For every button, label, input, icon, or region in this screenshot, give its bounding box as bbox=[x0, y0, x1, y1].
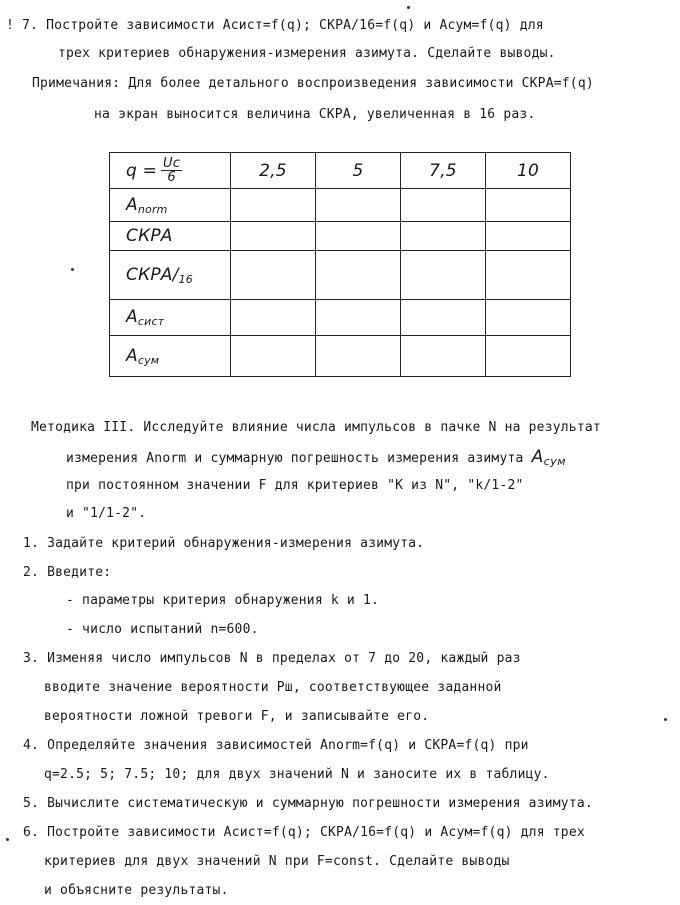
scan-speck bbox=[71, 268, 74, 271]
step-2: 2. Введите: bbox=[23, 565, 112, 580]
table-cell bbox=[486, 300, 571, 336]
step-4: 4. Определяйте значения зависимостей Anorm=f(q) и СКРА=f(q) при bbox=[23, 738, 529, 753]
step-2-param-n: - число испытаний n=600. bbox=[66, 622, 259, 637]
table-cell bbox=[316, 222, 401, 251]
table-cell bbox=[316, 300, 401, 336]
note-line1: Примечания: Для более детального воспроизведения зависимости СКРА=f(q) bbox=[32, 76, 594, 91]
table-cell bbox=[401, 336, 486, 377]
column-header-1: 2,5 bbox=[231, 153, 316, 189]
step-6-line2: критериев для двух значений N при F=const. Сделайте выводы bbox=[44, 854, 510, 869]
table-cell bbox=[231, 251, 316, 300]
step-1: 1. Задайте критерий обнаружения-измерения азимута. bbox=[23, 536, 425, 551]
table-cell bbox=[401, 251, 486, 300]
table-cell bbox=[316, 189, 401, 222]
table-cell bbox=[486, 222, 571, 251]
step-3-line3: вероятности ложной тревоги F, и записывайте его. bbox=[44, 709, 430, 724]
table-cell bbox=[231, 300, 316, 336]
results-table bbox=[109, 152, 571, 377]
step-2-param-k: - параметры критерия обнаружения k и 1. bbox=[66, 593, 380, 608]
table-cell bbox=[231, 189, 316, 222]
task7-line1: ! 7. Постройте зависимости Асист=f(q); СКРА/16=f(q) и Асум=f(q) для bbox=[6, 18, 544, 33]
row-header-asum: $A_{сум}$ bbox=[110, 336, 231, 377]
row-header-skra16: СКРА/$_{16}$ bbox=[110, 251, 231, 300]
table-cell bbox=[486, 189, 571, 222]
method-line4: и "1/1-2". bbox=[66, 506, 147, 521]
table-cell bbox=[316, 336, 401, 377]
method-title: Методика III. Исследуйте влияние числа импульсов в пачке N на результат bbox=[31, 420, 601, 435]
method-line3: при постоянном значении F для критериев "K из N", "k/1-2" bbox=[66, 478, 524, 493]
step-4-line2: q=2.5; 5; 7.5; 10; для двух значений N и заносите их в таблицу. bbox=[44, 767, 550, 782]
q-fraction bbox=[161, 157, 182, 184]
method-line2: измерения Anorm и суммарную погрешность измерения азимута $A_{сум}$ bbox=[66, 447, 567, 468]
step-3: 3. Изменяя число импульсов N в пределах от 7 до 20, каждый раз bbox=[23, 651, 521, 666]
table-cell bbox=[486, 251, 571, 300]
table-cell bbox=[401, 222, 486, 251]
row-header-asist: $A_{сист}$ bbox=[110, 300, 231, 336]
row-header-anorm: $A_{norm}$ bbox=[110, 189, 231, 222]
table-cell bbox=[401, 300, 486, 336]
scan-speck bbox=[664, 718, 667, 721]
table-cell bbox=[231, 222, 316, 251]
column-header-2: 5 bbox=[316, 153, 401, 189]
q-header-cell bbox=[110, 153, 231, 189]
step-6-line3: и объясните результаты. bbox=[44, 883, 229, 898]
acym-handwritten: $A_{сум}$ bbox=[531, 447, 567, 468]
q-label: q = bbox=[126, 160, 158, 181]
step-6: 6. Постройте зависимости Асист=f(q); СКРА/16=f(q) и Асум=f(q) для трех bbox=[23, 825, 585, 840]
table-cell bbox=[486, 336, 571, 377]
row-header-skra: СКРА bbox=[110, 222, 231, 251]
table-cell bbox=[401, 189, 486, 222]
fraction-numerator: Uc bbox=[163, 156, 181, 171]
scan-speck bbox=[6, 838, 9, 841]
scan-speck bbox=[407, 6, 410, 9]
column-header-4: 10 bbox=[486, 153, 571, 189]
column-header-3: 7,5 bbox=[401, 153, 486, 189]
table-cell bbox=[316, 251, 401, 300]
step-3-line2: вводите значение вероятности Рш, соответствующее заданной bbox=[44, 680, 502, 695]
fraction-denominator: 6 bbox=[167, 170, 176, 185]
step-5: 5. Вычислите систематическую и суммарную погрешности измерения азимута. bbox=[23, 796, 593, 811]
task7-line2: трех критериев обнаружения-измерения азимута. Сделайте выводы. bbox=[58, 46, 556, 61]
table-cell bbox=[231, 336, 316, 377]
note-line2: на экран выносится величина СКРА, увеличенная в 16 раз. bbox=[94, 107, 536, 122]
